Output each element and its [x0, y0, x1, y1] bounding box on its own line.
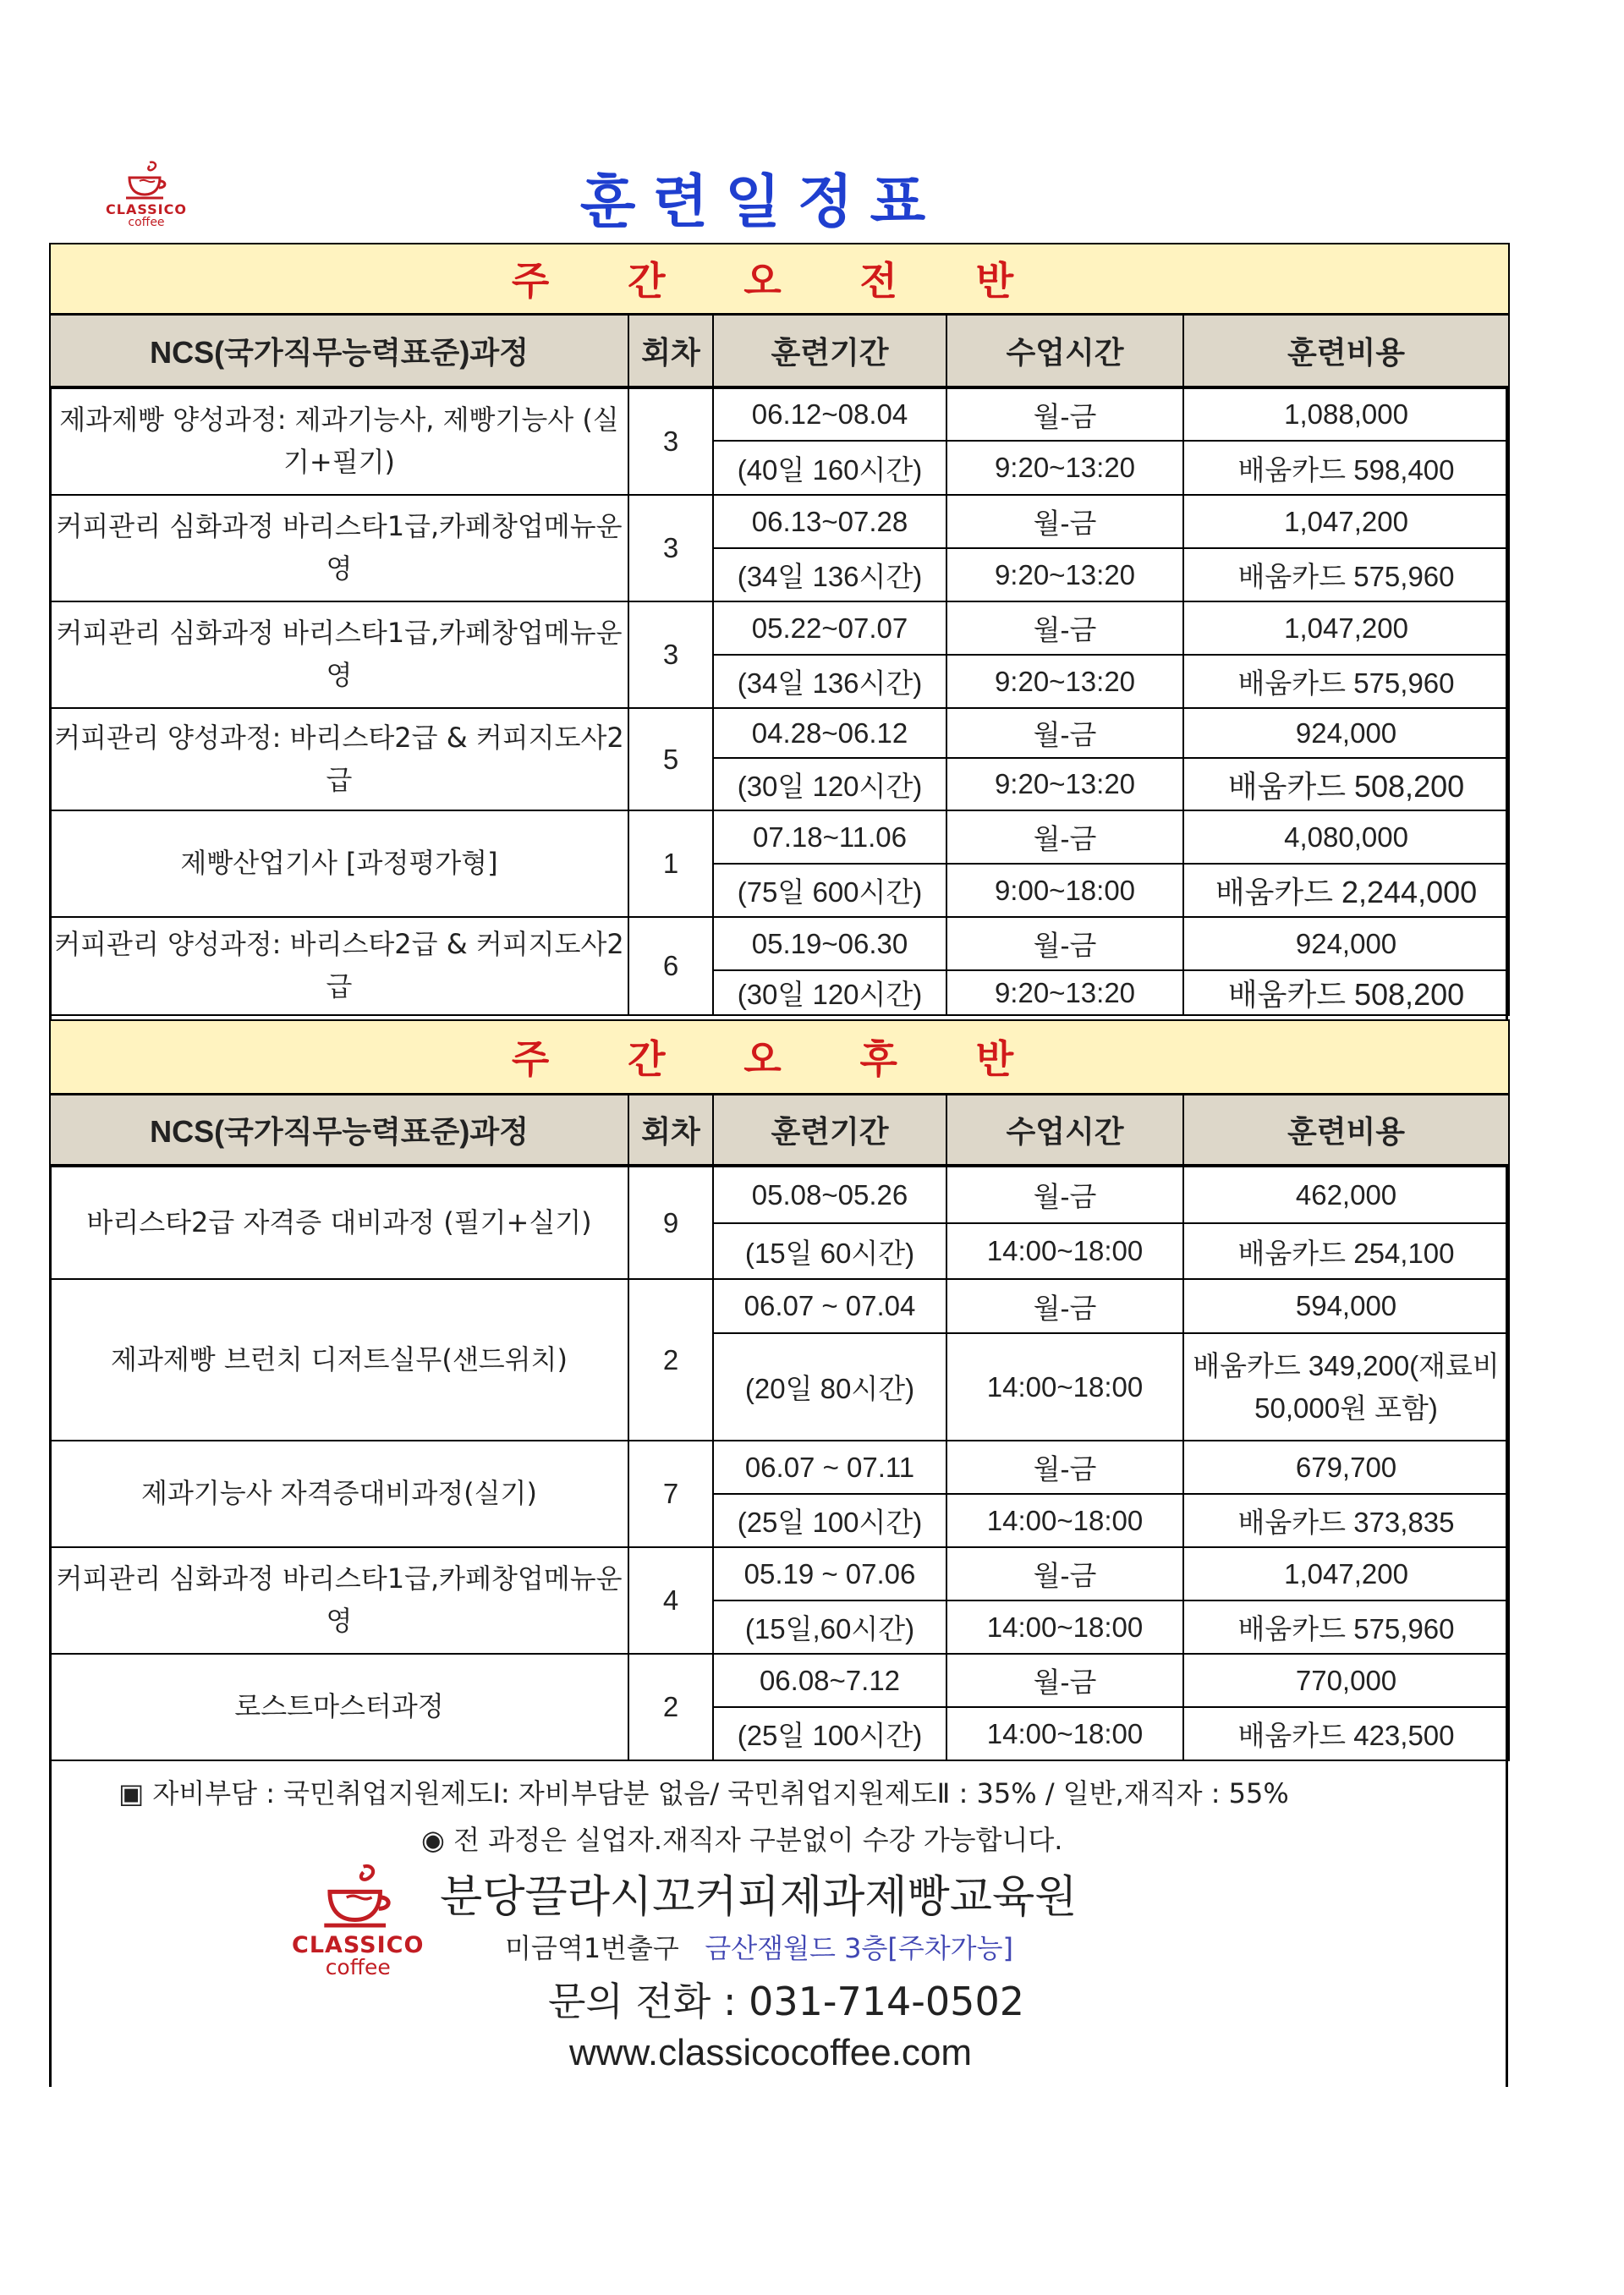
fee: 679,700: [1183, 1441, 1509, 1494]
days: 월-금: [946, 387, 1183, 441]
course-name: 바리스타2급 자격증 대비과정 (필기+실기): [50, 1166, 628, 1279]
round-number: 3: [628, 601, 713, 708]
round-number: 4: [628, 1547, 713, 1654]
fee: 1,047,200: [1183, 495, 1509, 548]
morning-banner: 주 간 오 전 반: [50, 244, 1509, 314]
course-name: 커피관리 심화과정 바리스타1급,카페창업메뉴운영: [50, 601, 628, 708]
logo-sub: coffee: [325, 1955, 391, 1979]
period: 05.22~07.07: [713, 601, 946, 655]
header-period: 훈련기간: [713, 314, 946, 387]
header-time: 수업시간: [946, 314, 1183, 387]
duration: (25일 100시간): [713, 1707, 946, 1760]
round-number: 1: [628, 810, 713, 917]
address-station: 미금역1번출구: [505, 1932, 679, 1964]
coffee-cup-icon: [315, 1861, 400, 1934]
days: 월-금: [946, 708, 1183, 758]
card-fee: 배움카드 373,835: [1183, 1494, 1509, 1547]
card-fee: 배움카드 254,100: [1183, 1223, 1509, 1279]
round-number: 3: [628, 387, 713, 495]
period: 06.12~08.04: [713, 387, 946, 441]
table-row: [50, 810, 1509, 864]
card-fee: 배움카드 508,200: [1183, 758, 1509, 810]
days: 월-금: [946, 1654, 1183, 1707]
round-number: 9: [628, 1166, 713, 1279]
table-row: [50, 495, 1509, 548]
table-row: [50, 917, 1509, 970]
days: 월-금: [946, 810, 1183, 864]
round-number: 7: [628, 1441, 713, 1547]
course-name: 제과제빵 양성과정: 제과기능사, 제빵기능사 (실기+필기): [50, 387, 628, 495]
page-title: 훈련일정표: [579, 169, 943, 236]
website-link[interactable]: www.classicocoffee.com: [569, 2032, 973, 2073]
duration: (40일 160시간): [713, 441, 946, 495]
class-time: 9:20~13:20: [946, 758, 1183, 810]
academy-name: 분당끌라시꼬커피제과제빵교육원: [440, 1872, 1078, 1923]
round-number: 2: [628, 1279, 713, 1441]
table-row: [50, 1279, 1509, 1333]
class-time: 14:00~18:00: [946, 1707, 1183, 1760]
fee: 594,000: [1183, 1279, 1509, 1333]
table-row: [50, 387, 1509, 441]
period: 04.28~06.12: [713, 708, 946, 758]
duration: (30일 120시간): [713, 970, 946, 1015]
course-name: 커피관리 양성과정: 바리스타2급 & 커피지도사2급: [50, 917, 628, 1015]
header-round: 회차: [628, 1094, 713, 1166]
days: 월-금: [946, 1547, 1183, 1600]
fee: 4,080,000: [1183, 810, 1509, 864]
round-number: 2: [628, 1654, 713, 1760]
card-fee: 배움카드 349,200(재료비50,000원 포함): [1183, 1333, 1509, 1441]
class-time: 14:00~18:00: [946, 1333, 1183, 1441]
afternoon-banner: 주 간 오 후 반: [50, 1020, 1509, 1094]
days: 월-금: [946, 601, 1183, 655]
period: 05.19~06.30: [713, 917, 946, 970]
logo-brand: CLASSICO: [106, 201, 187, 217]
fee: 1,047,200: [1183, 601, 1509, 655]
table-row: [50, 708, 1509, 758]
class-time: 14:00~18:00: [946, 1494, 1183, 1547]
duration: (25일 100시간): [713, 1494, 946, 1547]
card-fee: 배움카드 2,244,000: [1183, 864, 1509, 917]
fee: 924,000: [1183, 917, 1509, 970]
classico-logo-bottom: [292, 1861, 424, 1978]
header-time: 수업시간: [946, 1094, 1183, 1166]
period: 06.08~7.12: [713, 1654, 946, 1707]
days: 월-금: [946, 917, 1183, 970]
class-time: 9:20~13:20: [946, 548, 1183, 601]
course-name: 제빵산업기사 [과정평가형]: [50, 810, 628, 917]
fee: 1,047,200: [1183, 1547, 1509, 1600]
morning-schedule-table: [49, 243, 1510, 1016]
header-fee: 훈련비용: [1183, 314, 1509, 387]
card-fee: 배움카드 575,960: [1183, 655, 1509, 708]
period: 05.08~05.26: [713, 1166, 946, 1223]
class-time: 9:20~13:20: [946, 970, 1183, 1015]
header-course: NCS(국가직무능력표준)과정: [50, 1094, 628, 1166]
period: 06.07 ~ 07.11: [713, 1441, 946, 1494]
course-name: 제과기능사 자격증대비과정(실기): [50, 1441, 628, 1547]
period: 06.07 ~ 07.04: [713, 1279, 946, 1333]
header-course: NCS(국가직무능력표준)과정: [50, 314, 628, 387]
period: 07.18~11.06: [713, 810, 946, 864]
self-payment-note: ▣ 자비부담 : 국민취업지원제도Ⅰ: 자비부담분 없음/ 국민취업지원제도Ⅱ : 35% / 일반,재직자 : 55%: [118, 1777, 1289, 1809]
card-fee: 배움카드 575,960: [1183, 548, 1509, 601]
course-name: 제과제빵 브런치 디저트실무(샌드위치): [50, 1279, 628, 1441]
course-name: 커피관리 심화과정 바리스타1급,카페창업메뉴운영: [50, 1547, 628, 1654]
afternoon-schedule-table: [49, 1019, 1510, 1761]
duration: (20일 80시간): [713, 1333, 946, 1441]
days: 월-금: [946, 1279, 1183, 1333]
table-row: [50, 1654, 1509, 1707]
fee: 462,000: [1183, 1166, 1509, 1223]
class-time: 9:20~13:20: [946, 655, 1183, 708]
round-number: 6: [628, 917, 713, 1015]
card-fee: 배움카드 423,500: [1183, 1707, 1509, 1760]
days: 월-금: [946, 1166, 1183, 1223]
class-time: 14:00~18:00: [946, 1600, 1183, 1654]
phone-number: 문의 전화 : 031-714-0502: [548, 1979, 1024, 2024]
fee: 1,088,000: [1183, 387, 1509, 441]
logo-sub: coffee: [128, 216, 165, 229]
class-time: 14:00~18:00: [946, 1223, 1183, 1279]
card-fee: 배움카드 575,960: [1183, 1600, 1509, 1654]
table-row: [50, 1547, 1509, 1600]
card-fee: 배움카드 508,200: [1183, 970, 1509, 1015]
class-time: 9:20~13:20: [946, 441, 1183, 495]
fee: 924,000: [1183, 708, 1509, 758]
table-row: [50, 601, 1509, 655]
table-row: [50, 1441, 1509, 1494]
duration: (30일 120시간): [713, 758, 946, 810]
course-name: 커피관리 양성과정: 바리스타2급 & 커피지도사2급: [50, 708, 628, 810]
round-number: 3: [628, 495, 713, 601]
course-name: 커피관리 심화과정 바리스타1급,카페창업메뉴운영: [50, 495, 628, 601]
logo-brand: CLASSICO: [292, 1932, 425, 1958]
card-fee: 배움카드 598,400: [1183, 441, 1509, 495]
afternoon-header-row: [50, 1094, 1509, 1166]
eligibility-note: ◉ 전 과정은 실업자.재직자 구분없이 수강 가능합니다.: [421, 1824, 1063, 1856]
course-name: 로스트마스터과정: [50, 1654, 628, 1760]
duration: (75일 600시간): [713, 864, 946, 917]
round-number: 5: [628, 708, 713, 810]
address: [505, 1927, 1013, 1966]
header-period: 훈련기간: [713, 1094, 946, 1166]
address-building: 금산잼월드 3층[주차가능]: [705, 1932, 1013, 1964]
table-row: [50, 1166, 1509, 1223]
header-fee: 훈련비용: [1183, 1094, 1509, 1166]
morning-header-row: [50, 314, 1509, 387]
period: 05.19 ~ 07.06: [713, 1547, 946, 1600]
duration: (34일 136시간): [713, 655, 946, 708]
header-round: 회차: [628, 314, 713, 387]
duration: (15일 60시간): [713, 1223, 946, 1279]
period: 06.13~07.28: [713, 495, 946, 548]
class-time: 9:00~18:00: [946, 864, 1183, 917]
fee: 770,000: [1183, 1654, 1509, 1707]
duration: (34일 136시간): [713, 548, 946, 601]
duration: (15일,60시간): [713, 1600, 946, 1654]
days: 월-금: [946, 495, 1183, 548]
days: 월-금: [946, 1441, 1183, 1494]
